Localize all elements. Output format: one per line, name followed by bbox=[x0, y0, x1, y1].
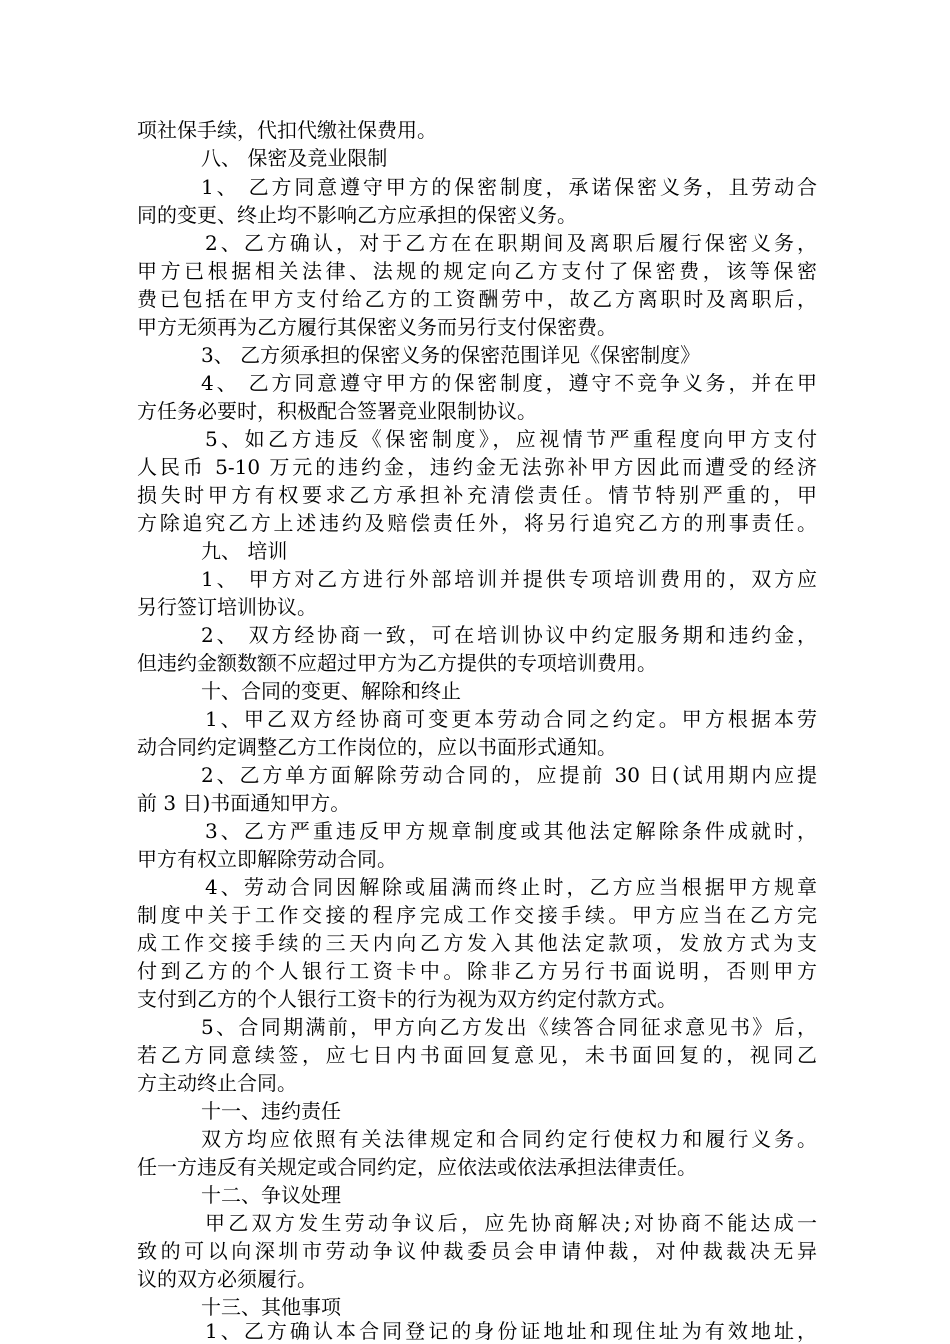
text-line: 甲方无须再为乙方履行其保密义务而另行支付保密费。 bbox=[137, 315, 617, 339]
section-heading: 八、 保密及竞业限制 bbox=[201, 146, 388, 170]
text-line: 议的双方必须履行。 bbox=[137, 1267, 317, 1291]
text-line: 前 3 日)书面通知甲方。 bbox=[137, 791, 351, 815]
section-heading: 十三、其他事项 bbox=[201, 1295, 341, 1319]
text-line: 动合同约定调整乙方工作岗位的，应以书面形式通知。 bbox=[137, 735, 617, 759]
text-line: 损失时甲方有权要求乙方承担补充清偿责任。情节特别严重的，甲 bbox=[137, 483, 817, 507]
text-line: 人民币 5-10 万元的违约金，违约金无法弥补甲方因此而遭受的经济 bbox=[137, 455, 817, 479]
text-line: 甲乙双方发生劳动争议后，应先协商解决;对协商不能达成一 bbox=[205, 1211, 817, 1235]
text-line: 支付到乙方的个人银行工资卡的行为视为双方约定付款方式。 bbox=[137, 987, 677, 1011]
text-line: 甲方有权立即解除劳动合同。 bbox=[137, 847, 397, 871]
text-line: 另行签订培训协议。 bbox=[137, 595, 317, 619]
text-line: 甲方已根据相关法律、法规的规定向乙方支付了保密费，该等保密 bbox=[137, 259, 817, 283]
text-line: 2、 双方经协商一致，可在培训协议中约定服务期和违约金， bbox=[201, 623, 817, 647]
text-line: 方主动终止合同。 bbox=[137, 1071, 297, 1095]
text-line: 2、乙方单方面解除劳动合同的，应提前 30 日(试用期内应提 bbox=[201, 763, 817, 787]
text-line: 项社保手续，代扣代缴社保费用。 bbox=[137, 118, 437, 142]
text-line: 5、如乙方违反《保密制度》，应视情节严重程度向甲方支付 bbox=[205, 427, 817, 451]
section-heading: 十、合同的变更、解除和终止 bbox=[201, 679, 461, 703]
text-line: 致的可以向深圳市劳动争议仲裁委员会申请仲裁，对仲裁裁决无异 bbox=[137, 1239, 817, 1263]
section-heading: 九、 培训 bbox=[201, 539, 288, 563]
text-line: 方除追究乙方上述违约及赔偿责任外，将另行追究乙方的刑事责任。 bbox=[137, 511, 817, 535]
text-line: 制度中关于工作交接的程序完成工作交接手续。甲方应当在乙方完 bbox=[137, 903, 817, 927]
text-line: 1、甲乙双方经协商可变更本劳动合同之约定。甲方根据本劳 bbox=[205, 707, 817, 731]
text-line: 2、乙方确认，对于乙方在在职期间及离职后履行保密义务， bbox=[205, 231, 817, 255]
text-line: 费已包括在甲方支付给乙方的工资酬劳中，故乙方离职时及离职后， bbox=[137, 287, 817, 311]
text-line: 方任务必要时，积极配合签署竞业限制协议。 bbox=[137, 399, 537, 423]
text-line: 4、劳动合同因解除或届满而终止时，乙方应当根据甲方规章 bbox=[205, 875, 817, 899]
text-line: 同的变更、终止均不影响乙方应承担的保密义务。 bbox=[137, 203, 577, 227]
text-line: 任一方违反有关规定或合同约定，应依法或依法承担法律责任。 bbox=[137, 1155, 697, 1179]
text-line: 5、合同期满前，甲方向乙方发出《续答合同征求意见书》后， bbox=[201, 1015, 817, 1039]
text-line: 1、 乙方同意遵守甲方的保密制度，承诺保密义务，且劳动合 bbox=[201, 175, 817, 199]
text-line: 1、乙方确认本合同登记的身份证地址和现住址为有效地址， bbox=[205, 1319, 817, 1343]
text-line: 但违约金额数额不应超过甲方为乙方提供的专项培训费用。 bbox=[137, 651, 657, 675]
text-line: 1、 甲方对乙方进行外部培训并提供专项培训费用的，双方应 bbox=[201, 567, 817, 591]
text-line: 付到乙方的个人银行工资卡中。除非乙方另行书面说明，否则甲方 bbox=[137, 959, 817, 983]
text-line: 若乙方同意续签，应七日内书面回复意见，未书面回复的，视同乙 bbox=[137, 1043, 817, 1067]
text-line: 4、 乙方同意遵守甲方的保密制度，遵守不竞争义务，并在甲 bbox=[201, 371, 817, 395]
text-line: 3、乙方严重违反甲方规章制度或其他法定解除条件成就时， bbox=[205, 819, 817, 843]
section-heading: 十一、违约责任 bbox=[201, 1099, 341, 1123]
section-heading: 十二、争议处理 bbox=[201, 1183, 341, 1207]
text-line: 成工作交接手续的三天内向乙方发入其他法定款项，发放方式为支 bbox=[137, 931, 817, 955]
text-line: 3、 乙方须承担的保密义务的保密范围详见《保密制度》 bbox=[201, 343, 701, 367]
text-line: 双方均应依照有关法律规定和合同约定行使权力和履行义务。 bbox=[201, 1127, 817, 1151]
